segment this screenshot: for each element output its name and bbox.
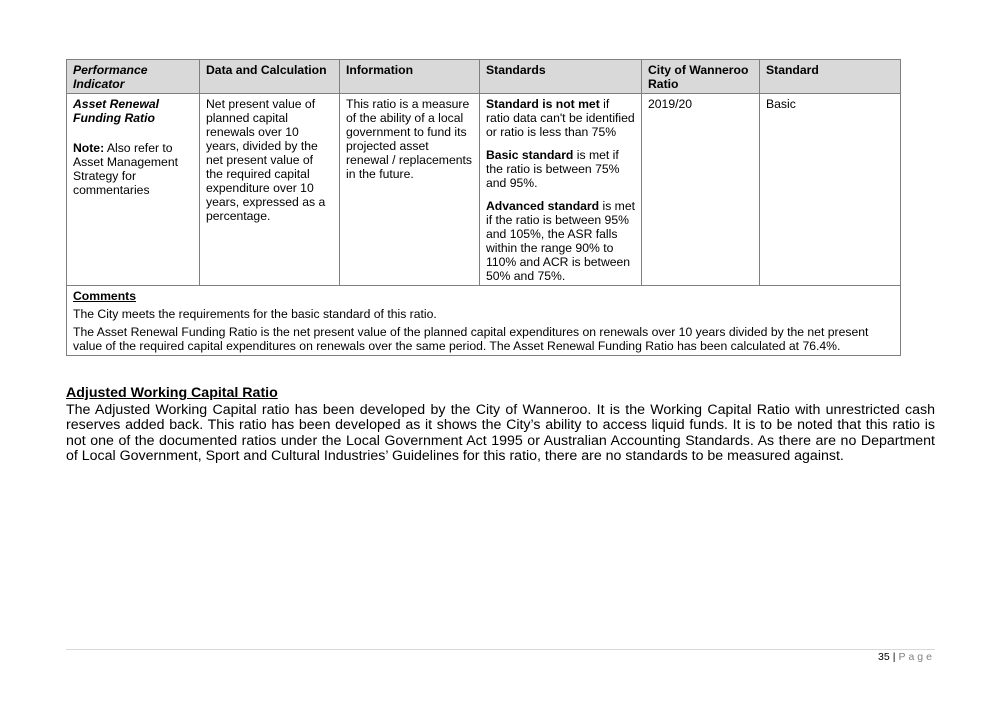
indicator-note: [73, 141, 193, 197]
standard-cell: Basic: [760, 94, 901, 286]
comments-heading: Comments: [73, 289, 136, 303]
table-row: [67, 94, 901, 286]
footer-divider: [66, 649, 935, 650]
standard-advanced: Advanced standard is met if the ratio is between 95% and 105%, the ASR falls within the range 90% to 110% and ACR is between 50% and 75%.: [486, 199, 635, 283]
header-standard: Standard: [760, 60, 901, 94]
section-body: The Adjusted Working Capital ratio has been developed by the City of Wanneroo. It is the Working Capital Ratio with unrestricted cash reserves added back. This ratio has been developed as it shows the City’s ability to access liquid funds. It is to be noted that this ratio is not one of the documented ratios under the Local Government Act 1995 or Australian Accounting Standards. As there are no Department of Local Government, Sport and Cultural Industries’ Guidelines for this ratio, there are no standards to be measured against.: [66, 401, 935, 465]
section-heading: Adjusted Working Capital Ratio: [66, 385, 278, 401]
note-label: Note:: [73, 141, 105, 155]
adjusted-working-capital-section: [66, 386, 935, 465]
page-footer: [878, 651, 935, 663]
page-number: 35: [878, 651, 890, 663]
standards-cell: [480, 94, 642, 286]
page-label: Page: [898, 651, 935, 663]
table-header-row: [67, 60, 901, 94]
indicator-name: Asset Renewal Funding Ratio: [73, 97, 160, 125]
header-standards: Standards: [480, 60, 642, 94]
note-text: Also refer to Asset Management Strategy for commentaries: [73, 141, 179, 197]
header-city-ratio: City of Wanneroo Ratio: [642, 60, 760, 94]
ratio-cell: 2019/20: [642, 94, 760, 286]
data-calculation-cell: Net present value of planned capital renewals over 10 years, divided by the net present value of the required capital expenditure over 10 years, expressed as a percentage.: [200, 94, 340, 286]
comments-cell: [67, 286, 901, 356]
comments-row: [67, 286, 901, 356]
information-cell: This ratio is a measure of the ability of a local government to fund its projected asset renewal / replacements in the future.: [340, 94, 480, 286]
header-information: Information: [340, 60, 480, 94]
standard-not-met: Standard is not met if ratio data can't be identified or ratio is less than 75%: [486, 97, 635, 139]
page-separator: |: [892, 651, 896, 663]
header-data-calculation: Data and Calculation: [200, 60, 340, 94]
indicator-cell: [67, 94, 200, 286]
comment-line-2: The Asset Renewal Funding Ratio is the net present value of the planned capital expenditures on renewals over 10 years divided by the net present value of the required capital expenditures on renewals over the same period. The Asset Renewal Funding Ratio has been calculated at 76.4%.: [73, 325, 869, 353]
header-performance-indicator: Performance Indicator: [67, 60, 200, 94]
comment-line-1: The City meets the requirements for the basic standard of this ratio.: [73, 307, 437, 321]
performance-indicator-table: [66, 59, 901, 356]
standard-basic: Basic standard is met if the ratio is between 75% and 95%.: [486, 148, 620, 190]
